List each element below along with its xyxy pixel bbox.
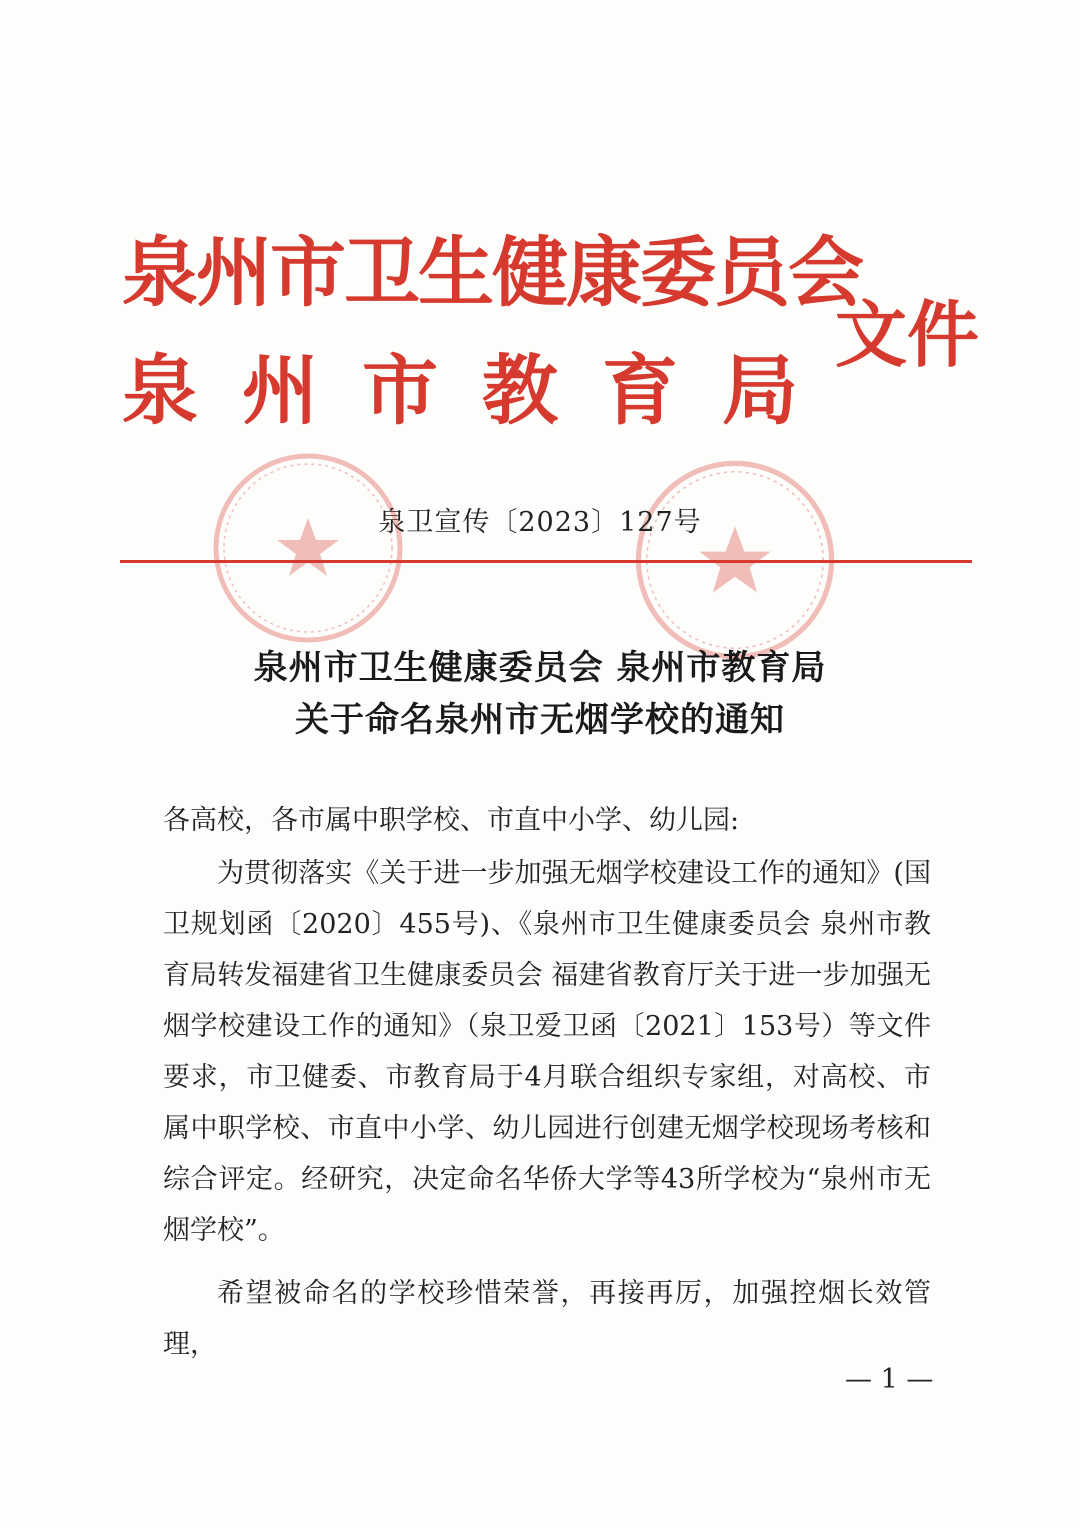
document-body: [163, 795, 931, 1370]
issuing-agency-education-bureau: 泉州市教育局: [122, 346, 842, 435]
official-seal-left: [208, 448, 408, 648]
page-number: — 1 —: [845, 1364, 934, 1395]
document-number: 泉卫宣传〔2023〕127号: [378, 507, 702, 538]
red-divider-line: [120, 560, 972, 563]
document-title-line-2: 关于命名泉州市无烟学校的通知: [295, 700, 785, 740]
document-title-line-1: 泉州市卫生健康委员会 泉州市教育局: [253, 648, 827, 688]
body-paragraph-2: 希望被命名的学校珍惜荣誉，再接再厉，加强控烟长效管理，: [163, 1278, 931, 1360]
issuing-agency-health-commission: 泉州市卫生健康委员会: [122, 228, 862, 317]
body-paragraph-1: 为贯彻落实《关于进一步加强无烟学校建设工作的通知》(国卫规划函〔2020〕455号)、《泉州市卫生健康委员会 泉州市教育局转发福建省卫生健康委员会 福建省教育厅关于进一步加强无烟学校建设工作的通知》（泉卫爱卫函〔2021〕153号）等文件要求，市卫健委、市教育局于4月联合组织专家组，对高校、市属中职学校、市直中小学、幼儿园进行创建无烟学校现场考核和综合评定。经研究，决定命名华侨大学等43所学校为“泉州市无烟学校”。: [163, 858, 931, 1246]
salutation: 各高校，各市属中职学校、市直中小学、幼儿园:: [163, 805, 740, 836]
document-type-label: 文件: [835, 293, 980, 377]
